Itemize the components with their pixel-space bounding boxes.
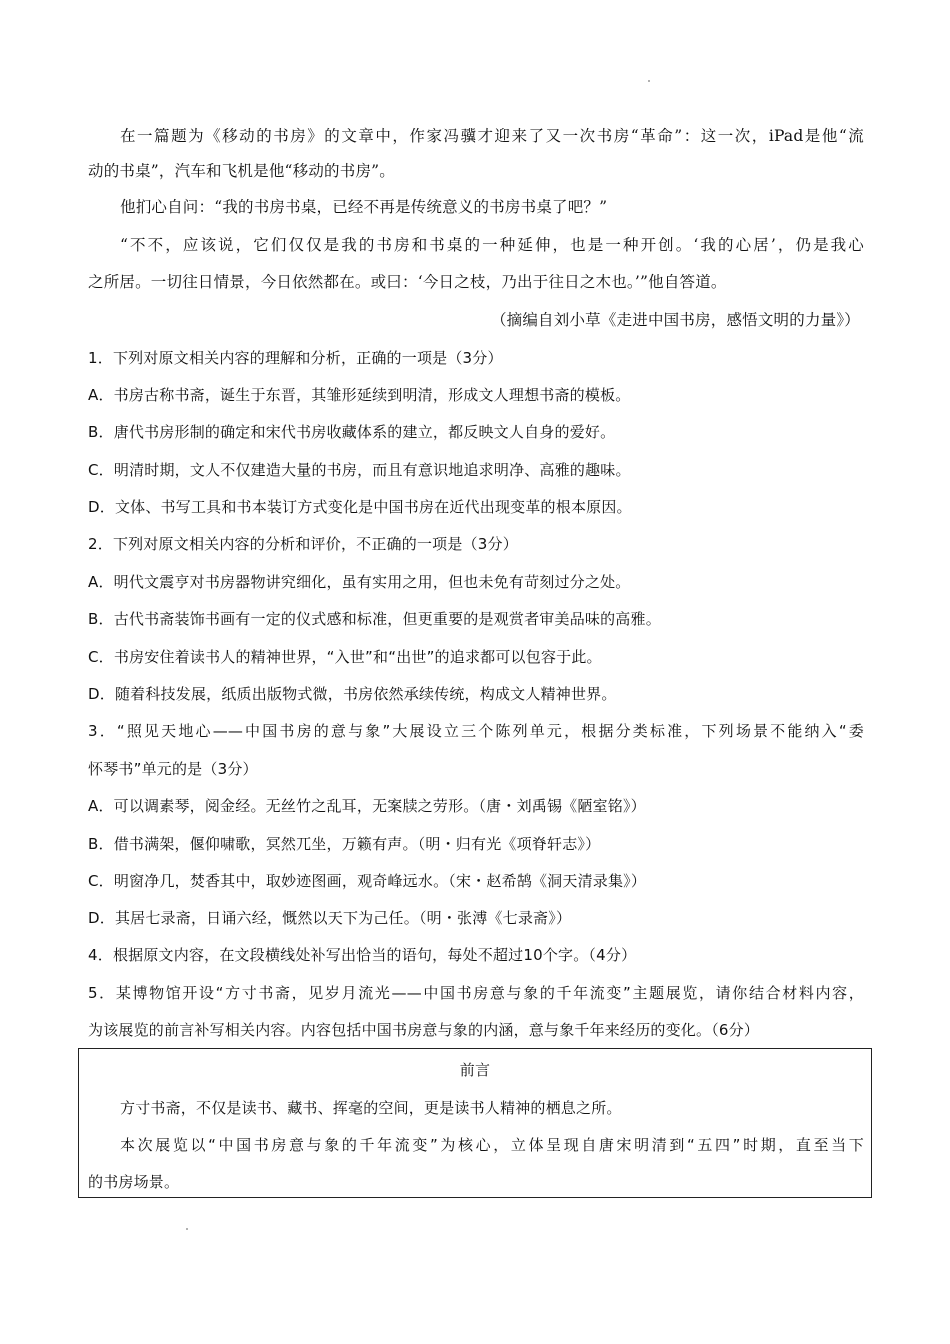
question-5-line2: 为该展览的前言补写相关内容。内容包括中国书房意与象的内涵，意与象千年来经历的变化。（6分）: [88, 1021, 760, 1039]
question-2-option-b: B．古代书斋装饰书画有一定的仪式感和标准，但更重要的是观赏者审美品味的高雅。: [88, 610, 661, 628]
preface-paragraph-2-line2: 的书房场景。: [88, 1173, 180, 1191]
question-2-option-c: C．书房安住着读书人的精神世界，“入世”和“出世”的追求都可以包容于此。: [88, 648, 602, 666]
question-3-option-d: D．其居七录斋，日诵六经，慨然以天下为己任。（明・张溥《七录斋》）: [88, 909, 572, 927]
question-2-option-d: D．随着科技发展，纸质出版物式微，书房依然承续传统，构成文人精神世界。: [88, 685, 617, 703]
question-1: 1．下列对原文相关内容的理解和分析，正确的一项是（3分）: [88, 349, 503, 367]
speck-mark: [648, 80, 650, 82]
question-1-option-d: D．文体、书写工具和书本装订方式变化是中国书房在近代出现变革的根本原因。: [88, 498, 632, 516]
passage-p3-line2: 之所居。一切往日情景，今日依然都在。或曰：‘今日之枝，乃出于往日之木也。’”他自答道。: [88, 273, 727, 291]
question-1-option-a: A．书房古称书斋，诞生于东晋，其雏形延续到明清，形成文人理想书斋的模板。: [88, 386, 631, 404]
passage-source: （摘编自刘小草《走进中国书房，感悟文明的力量》）: [490, 311, 860, 329]
question-1-option-c: C．明清时期，文人不仅建造大量的书房，而且有意识地追求明净、高雅的趣味。: [88, 461, 631, 479]
question-3-line1: 3．“照见天地心——中国书房的意与象”大展设立三个陈列单元，根据分类标准，下列场景不能纳入“委: [88, 722, 864, 740]
question-3-option-c: C．明窗净几，焚香其中，取妙迹图画，观奇峰远水。（宋・赵希鹄《洞天清录集》）: [88, 872, 647, 890]
preface-title: 前言: [459, 1061, 491, 1079]
question-3-option-a: A．可以调素琴，阅金经。无丝竹之乱耳，无案牍之劳形。（唐・刘禹锡《陋室铭》）: [88, 797, 646, 815]
passage-p2: 他扪心自问：“我的书房书桌，已经不再是传统意义的书房书桌了吧？”: [120, 198, 608, 216]
question-2-option-a: A．明代文震亨对书房器物讲究细化，虽有实用之用，但也未免有苛刻过分之处。: [88, 573, 631, 591]
preface-paragraph-2-line1: 本次展览以“中国书房意与象的千年流变”为核心，立体呈现自唐宋明清到“五四”时期，直至当下: [120, 1136, 864, 1154]
passage-p3-line1: “不不，应该说，它们仅仅是我的书房和书桌的一种延伸，也是一种开创。‘我的心居’，仍是我心: [120, 236, 864, 254]
question-5-line1: 5．某博物馆开设“方寸书斋，见岁月流光——中国书房意与象的千年流变”主题展览，请你结合材料内容，: [88, 984, 864, 1002]
question-1-option-b: B．唐代书房形制的确定和宋代书房收藏体系的建立，都反映文人自身的爱好。: [88, 423, 616, 441]
preface-paragraph-1: 方寸书斋，不仅是读书、藏书、挥毫的空间，更是读书人精神的栖息之所。: [120, 1099, 622, 1117]
question-3-line2: 怀琴书”单元的是（3分）: [88, 760, 258, 778]
question-4: 4．根据原文内容，在文段横线处补写出恰当的语句，每处不超过10个字。（4分）: [88, 946, 637, 964]
passage-p1-line1: 在一篇题为《移动的书房》的文章中，作家冯骥才迎来了又一次书房“革命”：这一次，iPad是他“流: [120, 127, 864, 145]
question-3-option-b: B．借书满架，偃仰啸歌，冥然兀坐，万籁有声。（明・归有光《项脊轩志》）: [88, 835, 601, 853]
question-2: 2．下列对原文相关内容的分析和评价，不正确的一项是（3分）: [88, 535, 518, 553]
speck-mark: [186, 1228, 188, 1230]
passage-p1-line2: 动的书桌”，汽车和飞机是他“移动的书房”。: [88, 162, 395, 180]
